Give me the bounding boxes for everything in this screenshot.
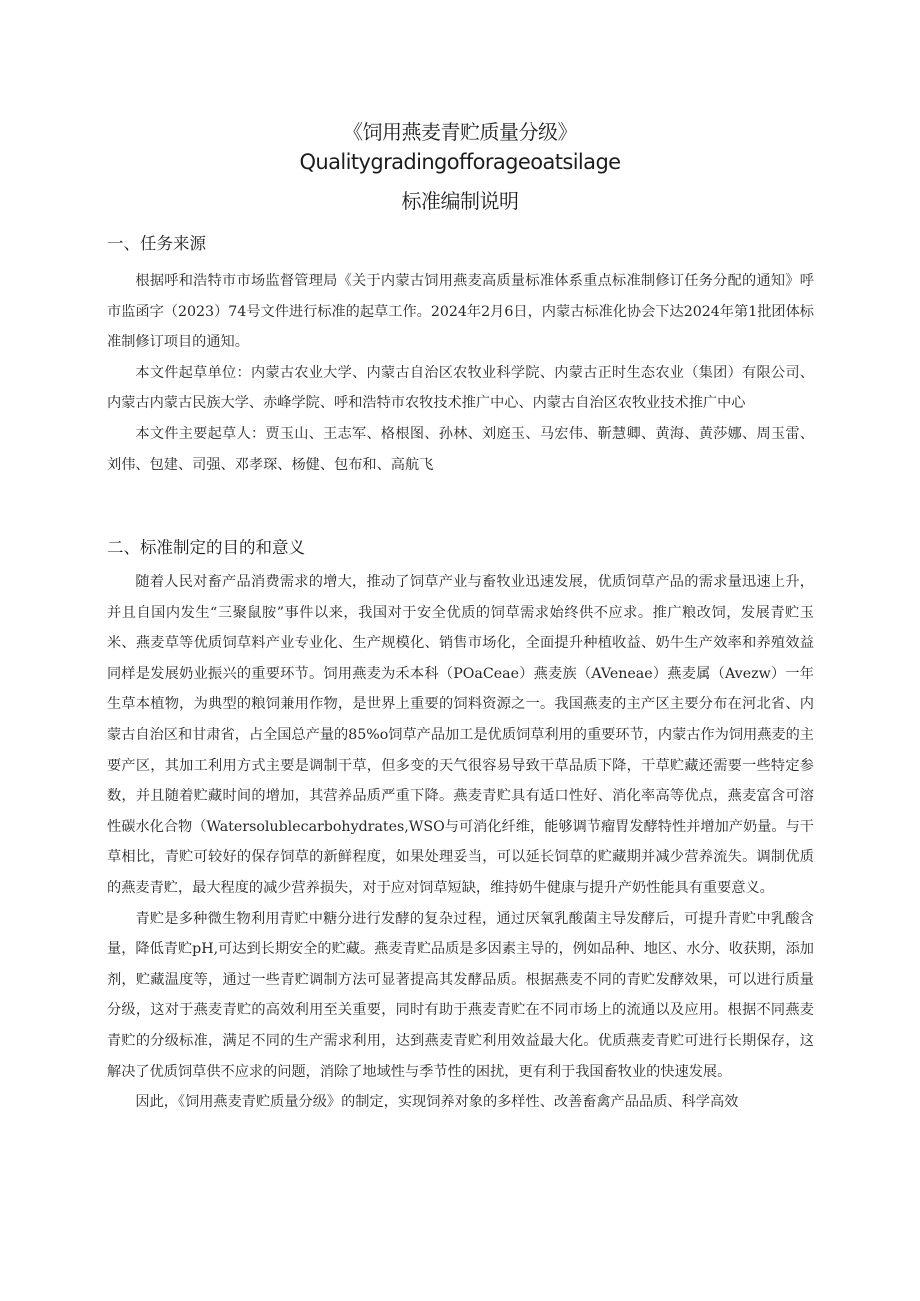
document-title-english: Qualitygradingofforageoatsilage — [299, 150, 621, 174]
document-subtitle: 标准编制说明 — [401, 189, 519, 213]
paragraph: 根据呼和浩特市市场监督管理局《关于内蒙古饲用燕麦高质量标准体系重点标准制修订任务分配的通知》呼市监函字（2023）74号文件进行标准的起草工作。2024年2月6日，内蒙古标准化协会下达2024年第1批团体标准制修订项目的通知。 — [107, 273, 814, 351]
section-body-purpose — [107, 567, 814, 1118]
paragraph: 因此，《饲用燕麦青贮质量分级》的制定，实现饲养对象的多样性、改善畜禽产品品质、科学高效 — [135, 1094, 739, 1111]
paragraph: 本文件主要起草人：贾玉山、王志军、格根图、孙林、刘庭玉、马宏伟、靳慧卿、黄海、黄莎娜、周玉雷、刘伟、包建、司强、邓孝琛、杨健、包布和、高航飞 — [107, 425, 814, 473]
section-heading-purpose: 二、标准制定的目的和意义 — [107, 538, 305, 557]
section-body-task-source — [107, 266, 814, 480]
paragraph: 青贮是多种微生物利用青贮中糖分进行发酵的复杂过程，通过厌氧乳酸菌主导发酵后，可提升青贮中乳酸含量，降低青贮pH,可达到长期安全的贮藏。燕麦青贮品质是多因素主导的，例如品种、地区、水分、收获期，添加剂，贮藏温度等，通过一些青贮调制方法可显著提高其发酵品质。根据燕麦不同的青贮发酵效果，可以进行质量分级，这对于燕麦青贮的高效利用至关重要，同时有助于燕麦青贮在不同市场上的流通以及应用。根据不同燕麦青贮的分级标准，满足不同的生产需求利用，达到燕麦青贮利用效益最大化。优质燕麦青贮可进行长期保存，这解决了优质饲草供不应求的问题，消除了地域性与季节性的困扰，更有利于我国畜牧业的快速发展。 — [107, 910, 814, 1080]
section-heading-task-source: 一、任务来源 — [107, 234, 206, 253]
document-title: 《饲用燕麦青贮质量分级》 — [343, 120, 577, 144]
paragraph: 随着人民对畜产品消费需求的增大，推动了饲草产业与畜牧业迅速发展，优质饲草产品的需求量迅速上升，并且自国内发生“三聚鼠胺”事件以来，我国对于安全优质的饲草需求始终供不应求。推广粮改饲，发展青贮玉米、燕麦草等优质饲草料产业专业化、生产规模化、销售市场化，全面提升种植收益、奶牛生产效率和养殖效益同样是发展奶业振兴的重要环节。饲用燕麦为禾本科（POaCeae）燕麦族（AVeneae）燕麦属（Avezw）一年生草本植物，为典型的粮饲兼用作物，是世界上重要的饲料资源之一。我国燕麦的主产区主要分布在河北省、内蒙古自治区和甘肃省，占全国总产量的85%o饲草产品加工是优质饲草利用的重要环节，内蒙古作为饲用燕麦的主要产区，其加工利用方式主要是调制干草，但多变的天气很容易导致干草品质下降，干草贮藏还需要一些特定参数，并且随着贮藏时间的增加，其营养品质严重下降。燕麦青贮具有适口性好、消化率高等优点，燕麦富含可溶性碳水化合物（Watersolublecarbohydrates,WSO与可消化纤维，能够调节瘤胃发酵特性并增加产奶量。与干草相比，青贮可较好的保存饲草的新鲜程度，如果处理妥当，可以延长饲草的贮藏期并减少营养流失。调制优质的燕麦青贮，最大程度的减少营养损失，对于应对饲草短缺，维持奶牛健康与提升产奶性能具有重要意义。 — [107, 574, 814, 896]
paragraph: 本文件起草单位：内蒙古农业大学、内蒙古自治区农牧业科学院、内蒙古正时生态农业（集团）有限公司、内蒙古内蒙古民族大学、赤峰学院、呼和浩特市农牧技术推广中心、内蒙古自治区农牧业技术推广中心 — [107, 364, 814, 412]
